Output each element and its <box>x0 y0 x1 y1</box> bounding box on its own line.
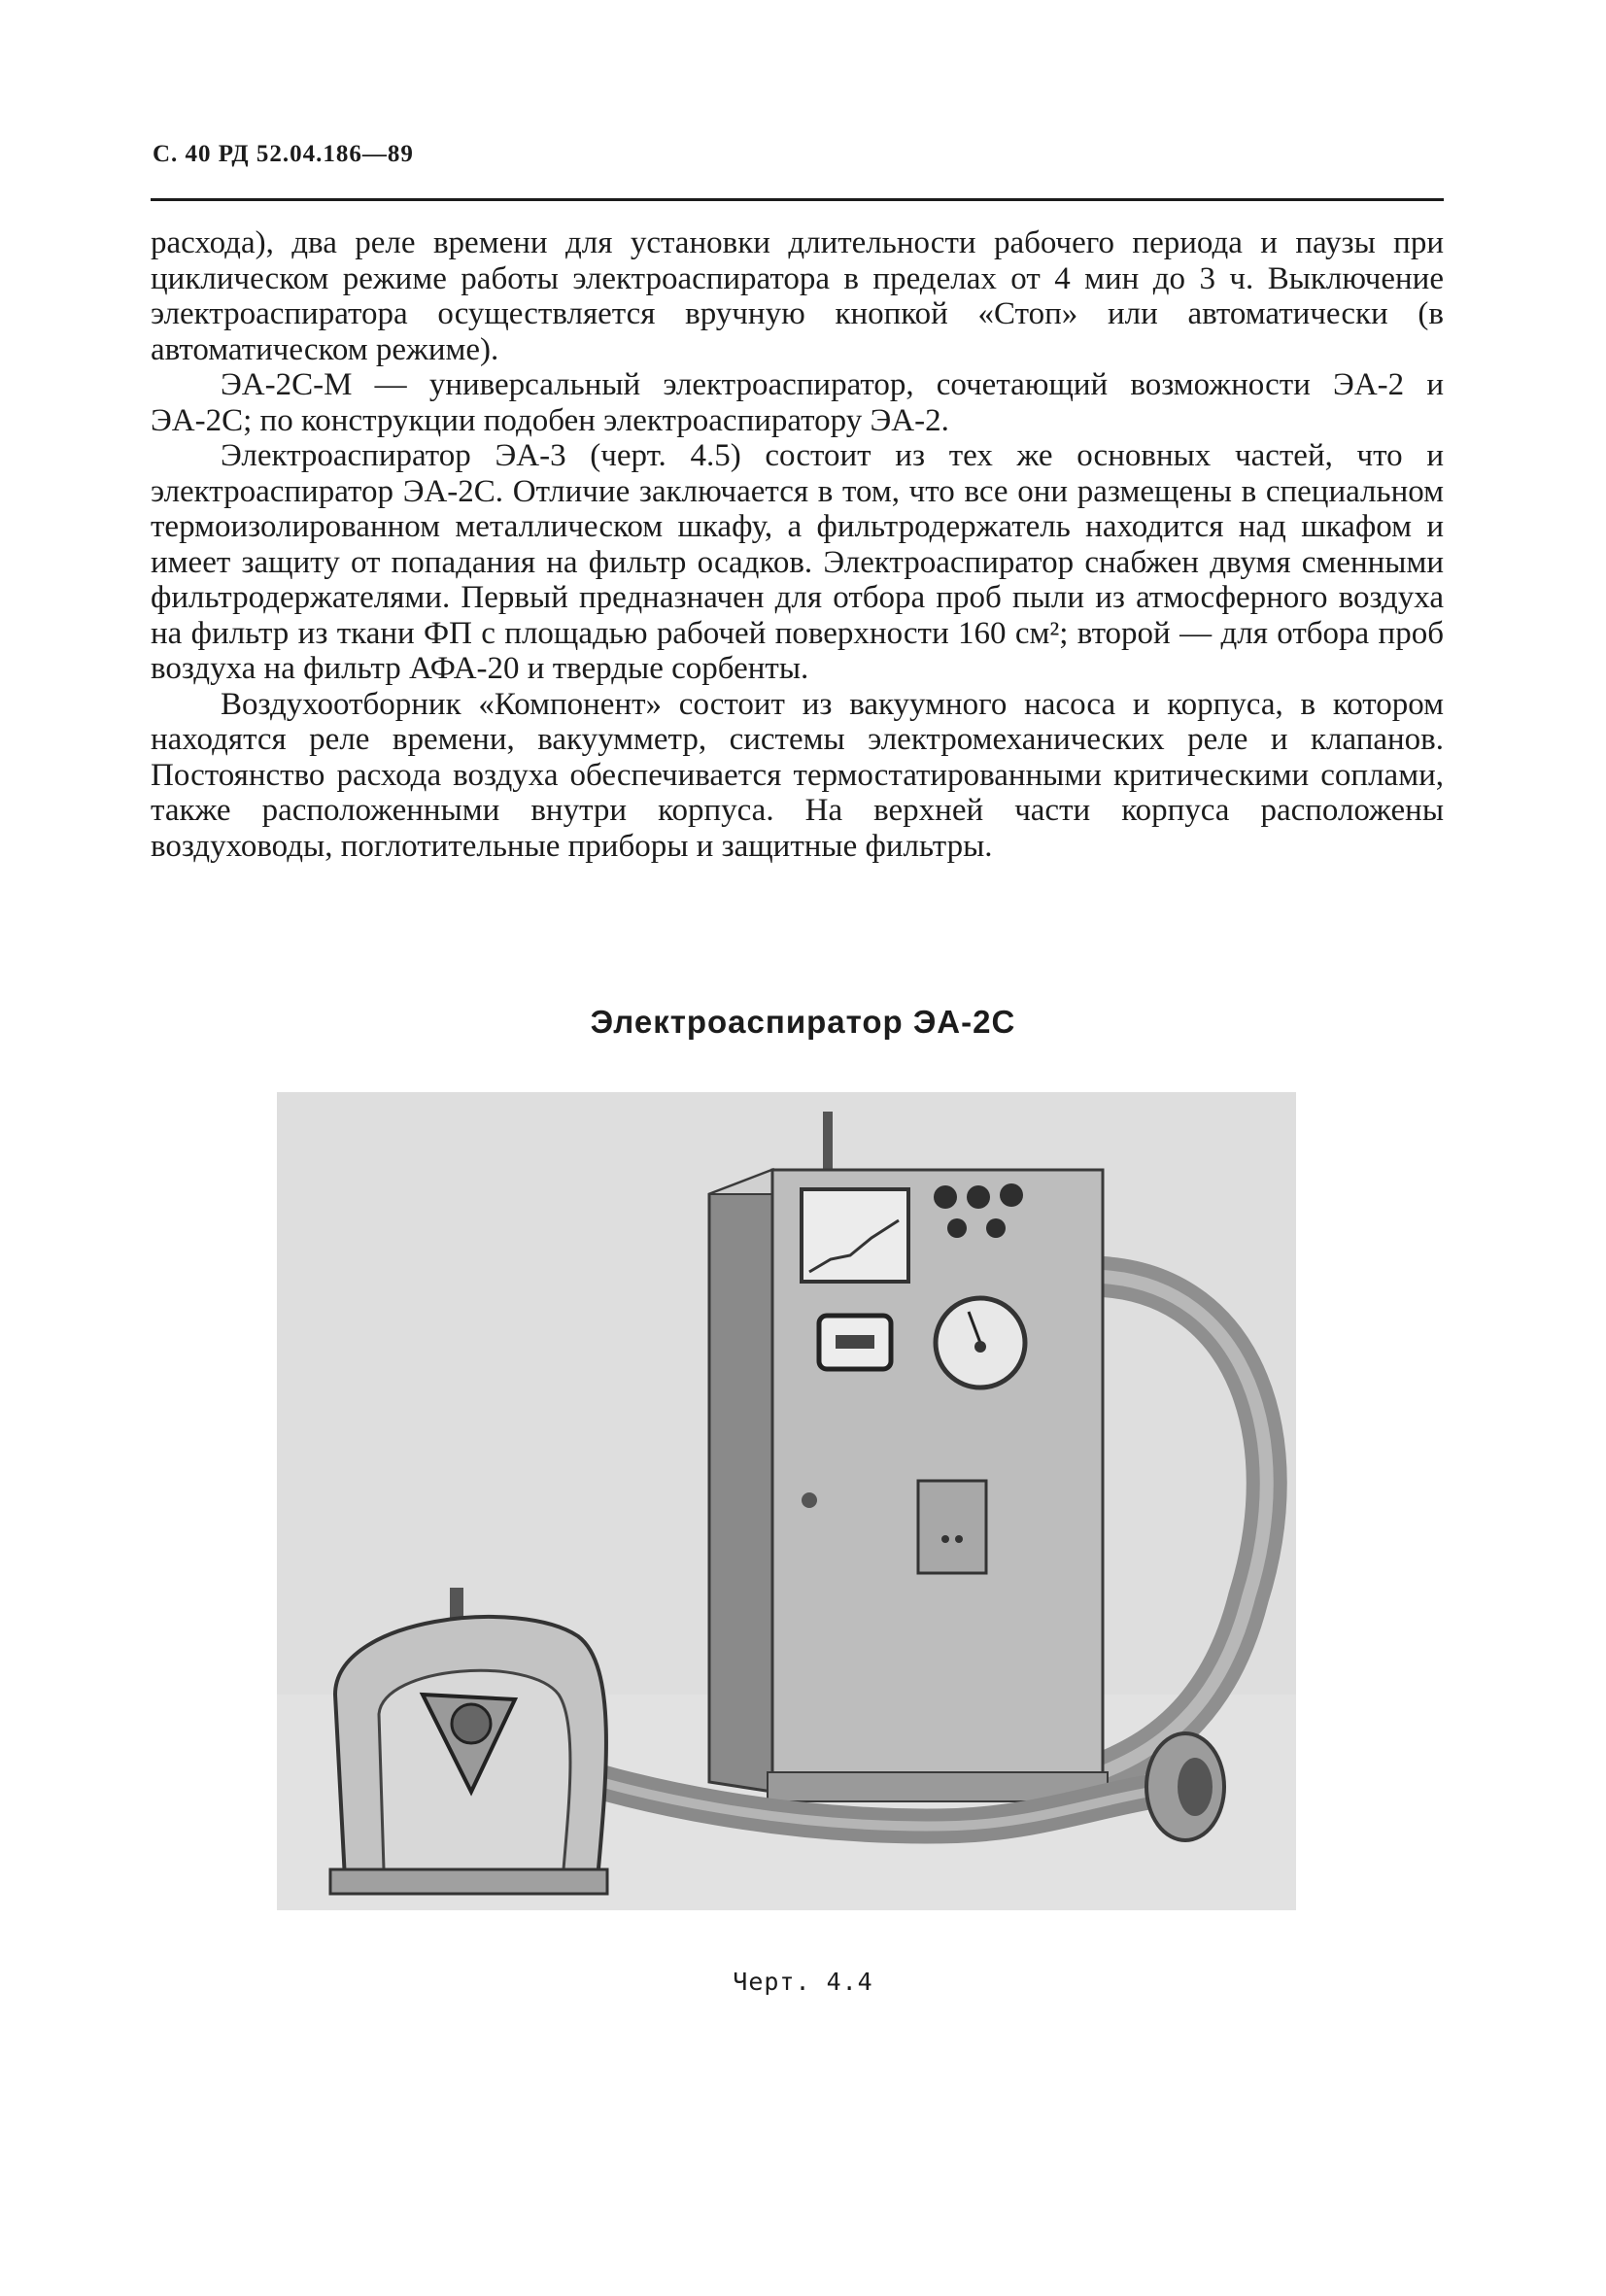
paragraph-3: Электроаспиратор ЭА-3 (черт. 4.5) состоит из тех же основных частей, что и электроаспиратор ЭА-2С. Отличие заключается в том, что все они размещены в специальном термоизолированном металлическом шкафу, а фильтродержатель находится над шкафом и имеет защиту от попадания на фильтр осадков. Электроаспиратор снабжен двумя сменными фильтродержателями. Первый предназначен для отбора проб пыли из атмосферного воздуха на фильтр из ткани ФП с площадью рабочей поверхности 160 см²; второй — для отбора проб воздуха на фильтр АФА-20 и твердые сорбенты. <box>151 438 1444 686</box>
figure-title: Электроаспиратор ЭА-2С <box>590 1004 1016 1040</box>
body-text <box>151 225 1444 864</box>
header-divider <box>151 198 1444 201</box>
paragraph-1: расхода), два реле времени для установки длительности рабочего периода и паузы при циклическом режиме работы электроаспиратора в пределах от 4 мин до 3 ч. Выключение электроаспиратора осуществляется вручную кнопкой «Стоп» или автоматически (в автоматическом режиме). <box>151 225 1444 367</box>
figure-caption: Черт. 4.4 <box>733 1968 873 1996</box>
page-header: С. 40 РД 52.04.186—89 <box>153 141 414 167</box>
figure-photo <box>277 1092 1296 1910</box>
paragraph-2: ЭА-2С-М — универсальный электроаспиратор, сочетающий возможности ЭА-2 и ЭА-2С; по конструкции подобен электроаспиратору ЭА-2. <box>151 367 1444 438</box>
paragraph-4: Воздухоотборник «Компонент» состоит из вакуумного насоса и корпуса, в котором находятся реле времени, вакуумметр, системы электромеханических реле и клапанов. Постоянство расхода воздуха обеспечивается термостатированными критическими соплами, также расположенными внутри корпуса. На верхней части корпуса расположены воздуховоды, поглотительные приборы и защитные фильтры. <box>151 686 1444 864</box>
